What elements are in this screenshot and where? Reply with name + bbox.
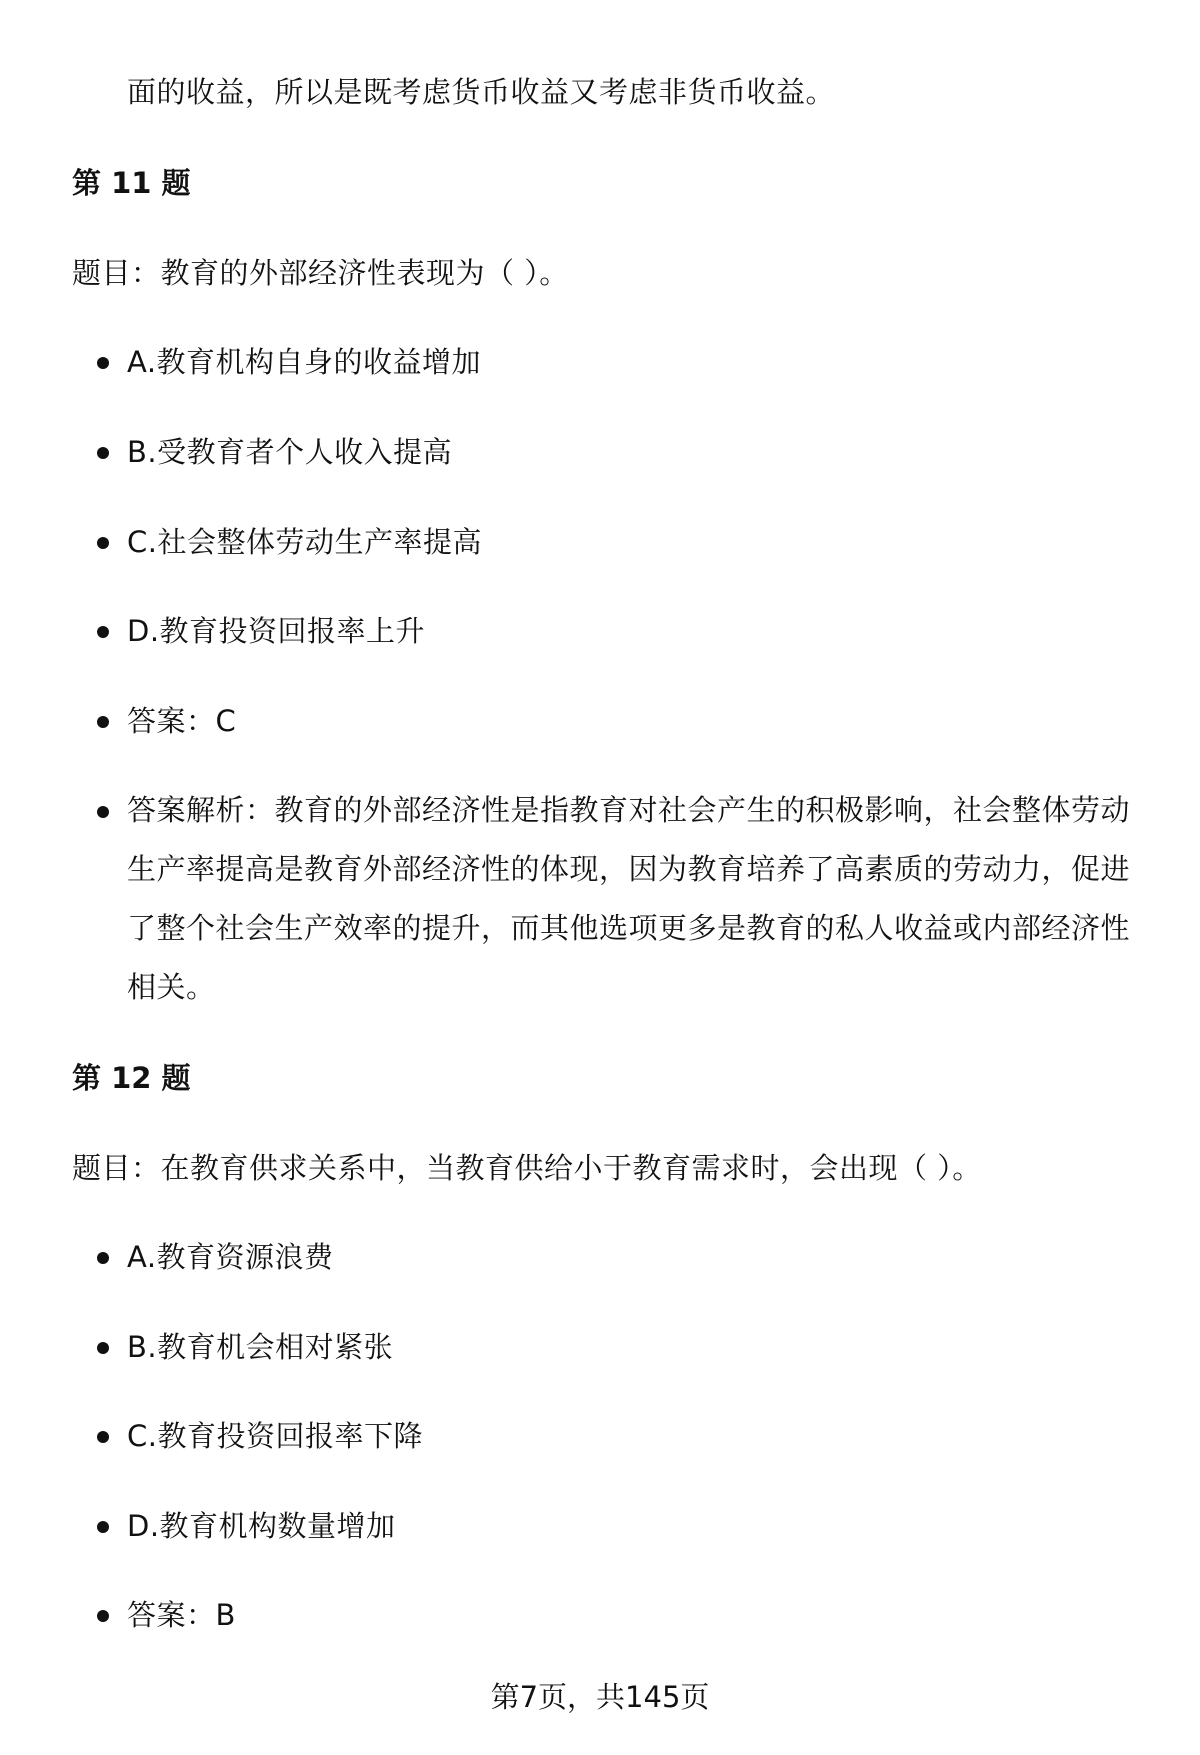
question-11-answer (127, 701, 1152, 741)
question-12-option-d (127, 1506, 1152, 1546)
option-text: D.教育投资回报率上升 (127, 614, 426, 648)
question-12-answer (127, 1595, 1152, 1635)
question-12-option-a (127, 1237, 1152, 1277)
option-text: A.教育资源浪费 (127, 1240, 334, 1274)
question-11-analysis (127, 781, 1152, 1017)
question-12-heading: 第 12 题 (72, 1061, 191, 1095)
option-text: B.教育机会相对紧张 (127, 1330, 394, 1364)
bullet-icon (97, 357, 109, 369)
question-12-option-b (127, 1327, 1152, 1367)
answer-text: 答案：C (127, 704, 237, 738)
option-text: C.教育投资回报率下降 (127, 1419, 423, 1453)
bullet-icon (97, 537, 109, 549)
continuation-text: 面的收益，所以是既考虑货币收益又考虑非货币收益。 (127, 75, 836, 109)
option-text: A.教育机构自身的收益增加 (127, 345, 482, 379)
option-text: C.社会整体劳动生产率提高 (127, 525, 482, 559)
bullet-icon (97, 626, 109, 638)
question-11-option-b (127, 432, 1152, 472)
question-11-option-a (127, 342, 1152, 382)
bullet-icon (97, 447, 109, 459)
question-11-stem: 题目：教育的外部经济性表现为（ ）。 (72, 256, 569, 290)
answer-text: 答案：B (127, 1598, 236, 1632)
bullet-icon (97, 806, 109, 818)
option-text: D.教育机构数量增加 (127, 1509, 396, 1543)
question-12-option-c (127, 1416, 1152, 1456)
analysis-text: 答案解析：教育的外部经济性是指教育对社会产生的积极影响，社会整体劳动生产率提高是教育外部经济性的体现，因为教育培养了高素质的劳动力，促进了整个社会生产效率的提升，而其他选项更多是教育的私人收益或内部经济性相关。 (127, 793, 1131, 1004)
bullet-icon (97, 1252, 109, 1264)
question-11-option-c (127, 522, 1152, 562)
question-12-stem: 题目：在教育供求关系中，当教育供给小于教育需求时，会出现（ ）。 (72, 1151, 982, 1185)
question-11-heading: 第 11 题 (72, 166, 191, 200)
bullet-icon (97, 716, 109, 728)
page-number: 第7页，共145页 (490, 1680, 710, 1714)
bullet-icon (97, 1342, 109, 1354)
option-text: B.受教育者个人收入提高 (127, 435, 453, 469)
question-11-option-d (127, 611, 1152, 651)
bullet-icon (97, 1521, 109, 1533)
bullet-icon (97, 1610, 109, 1622)
bullet-icon (97, 1431, 109, 1443)
